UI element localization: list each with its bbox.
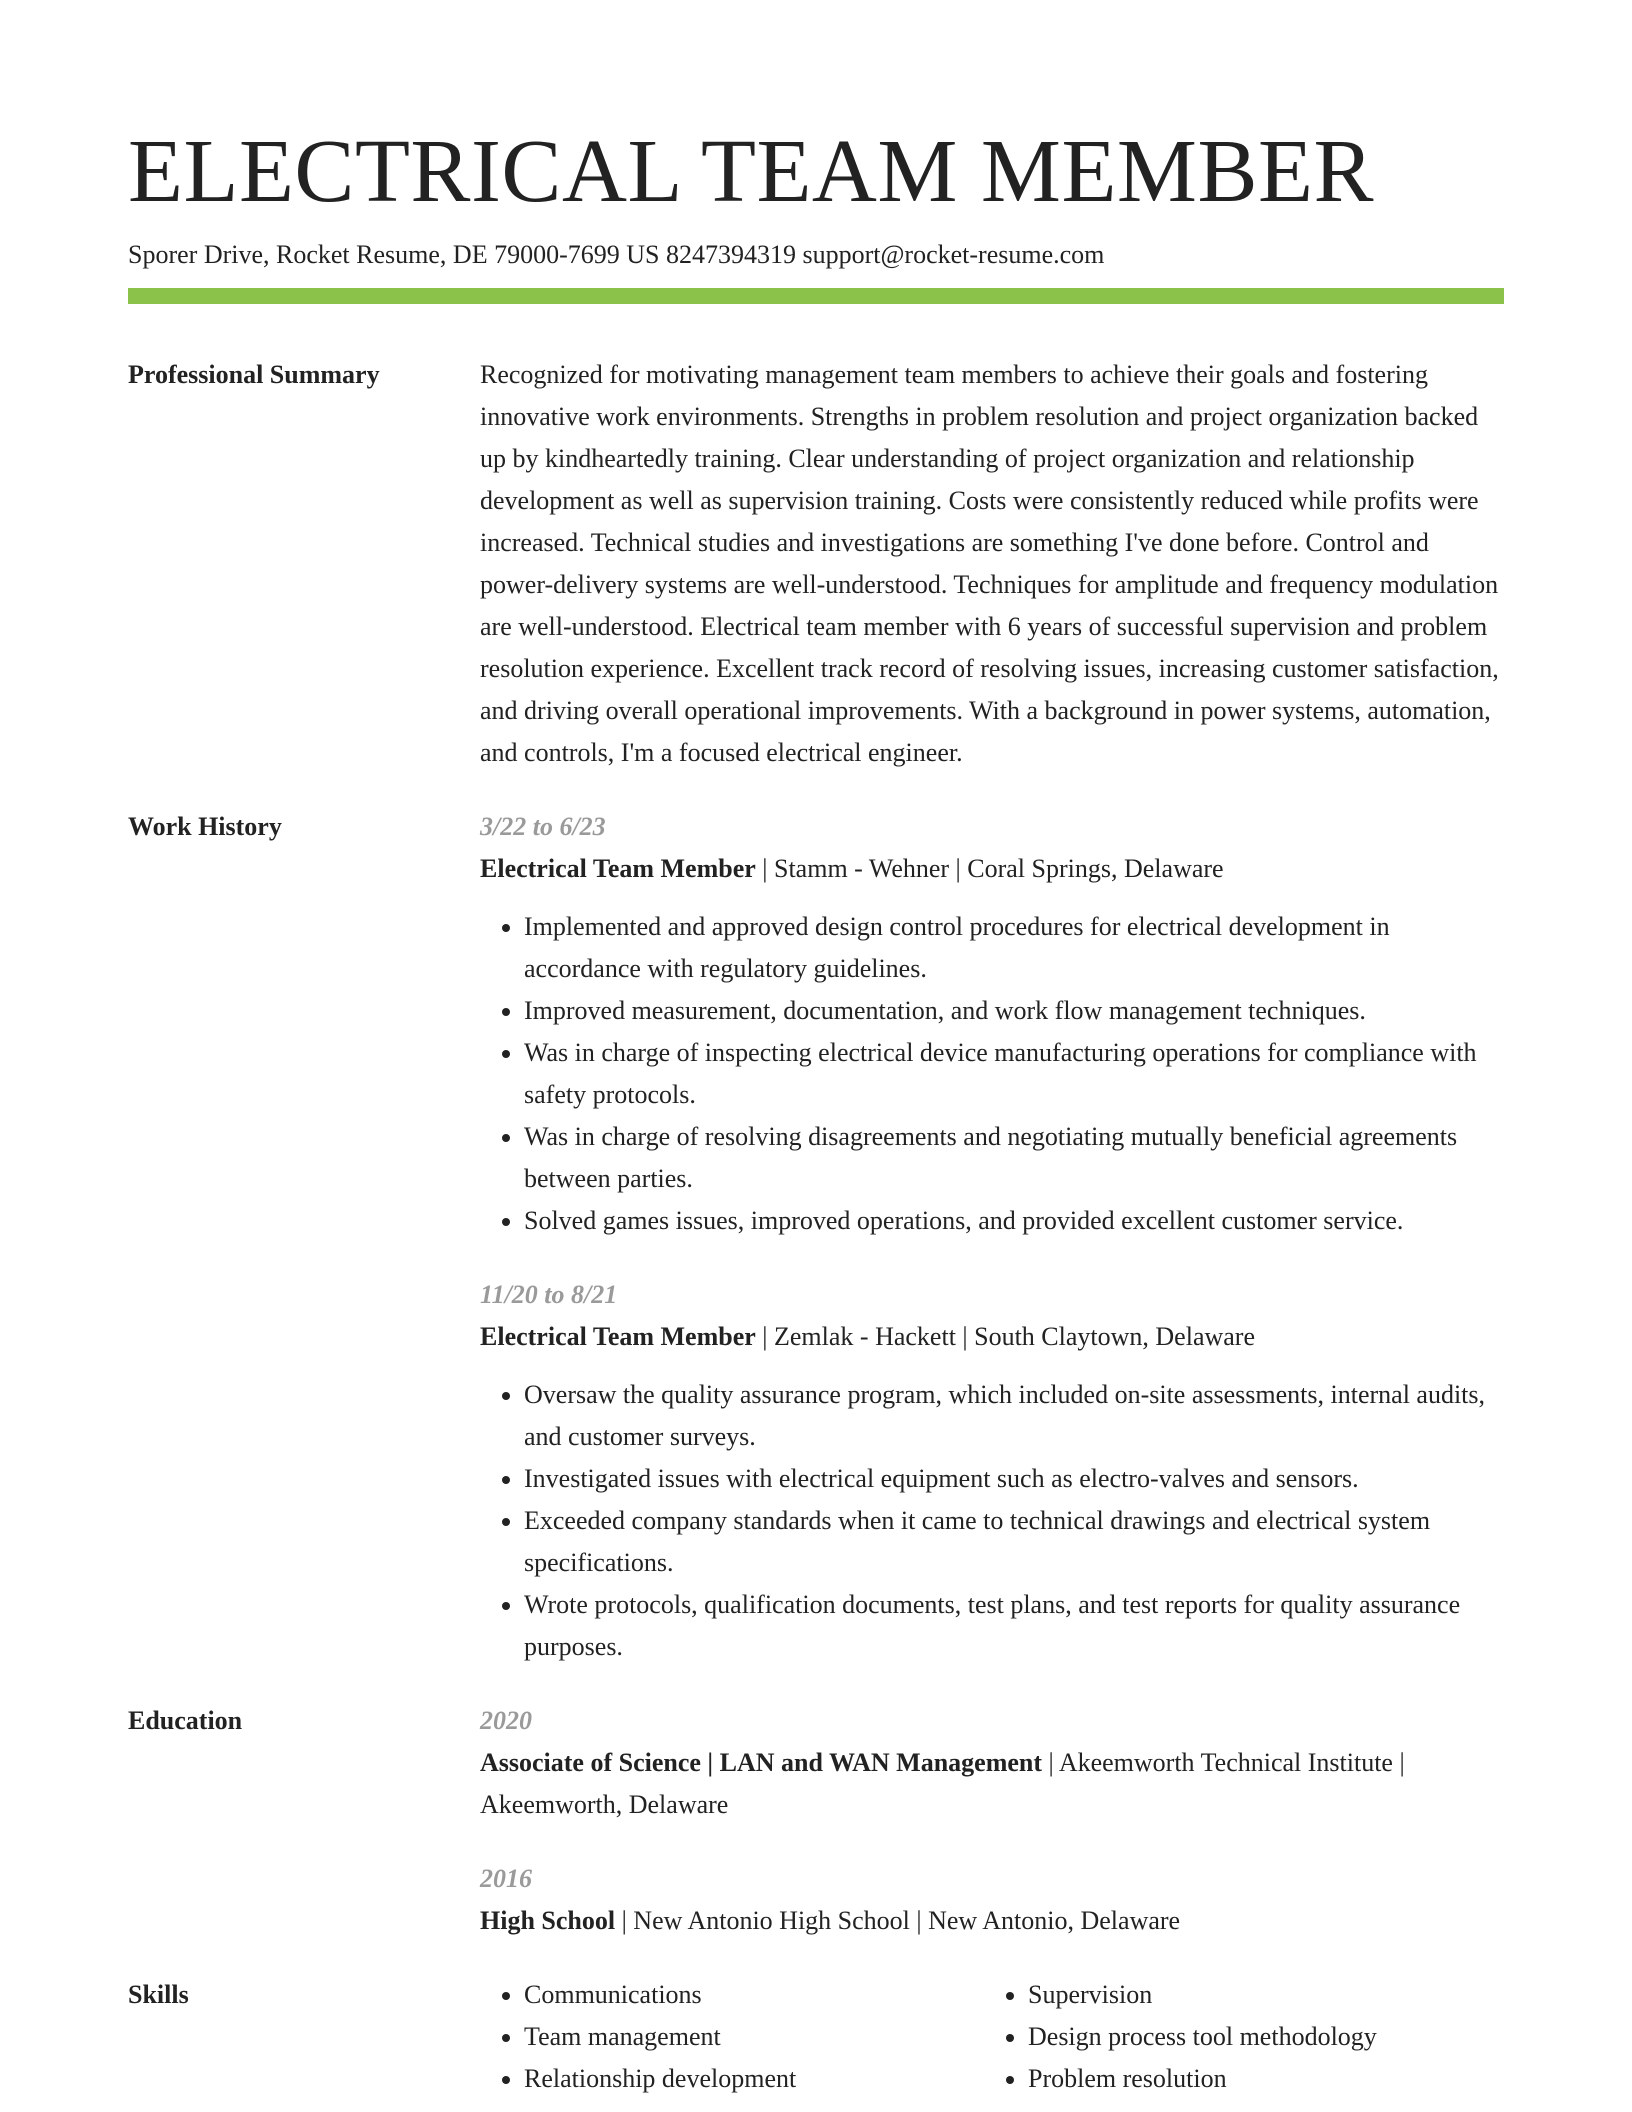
job-title: Electrical Team Member	[480, 1322, 756, 1351]
education-degree: High School	[480, 1906, 616, 1935]
skill-item: • Supervision	[1028, 1974, 1488, 2016]
summary-text: Recognized for motivating management team members to achieve their goals and fostering innovative work environments. Strengths in problem resolution and project organization backed up by kindheartedly training. Clear understanding of project organization and relationship development as well as supervision training. Costs were consistently reduced while profits were increased. Technical studies and investigations are something I've done before. Control and power-delivery systems are well-understood. Techniques for amplitude and frequency modulation are well-understood. Electrical team member with 6 years of successful supervision and problem resolution experience. Excellent track record of resolving issues, increasing customer satisfaction, and driving overall operational improvements. With a background in power systems, automation, and controls, I'm a focused electrical engineer.	[480, 360, 1499, 767]
skills-column-right	[984, 1974, 1488, 2100]
contact-line: Sporer Drive, Rocket Resume, DE 79000-7699 US 8247394319 support@rocket-resume.com	[128, 240, 1105, 269]
job-details: | Stamm - Wehner | Coral Springs, Delaware	[755, 854, 1224, 883]
job-title: Electrical Team Member	[480, 854, 756, 883]
skill-item: • Problem resolution	[1028, 2058, 1488, 2100]
header-divider	[128, 288, 1504, 304]
education-heading	[480, 1900, 1504, 1942]
education-year: 2020	[480, 1706, 532, 1735]
resume-title: ELECTRICAL TEAM MEMBER	[128, 122, 1374, 221]
job-heading	[480, 848, 1504, 890]
skill-item: • Relationship development	[524, 2058, 984, 2100]
education-entry	[480, 1858, 1504, 1942]
section-label-skills: Skills	[128, 1980, 189, 2009]
job-bullet: • Wrote protocols, qualification documents, test plans, and test reports for quality assurance purposes.	[524, 1584, 1504, 1668]
job-bullet: • Was in charge of resolving disagreements and negotiating mutually beneficial agreements between parties.	[524, 1116, 1504, 1200]
skills-section	[128, 1974, 1504, 2100]
section-label-summary: Professional Summary	[128, 360, 380, 389]
job-bullet: • Solved games issues, improved operations, and provided excellent customer service.	[524, 1200, 1504, 1242]
education-body	[480, 1700, 1504, 1942]
job-bullets	[480, 906, 1504, 1242]
job-bullet: • Investigated issues with electrical equipment such as electro-valves and sensors.	[524, 1458, 1504, 1500]
job-entry	[480, 1274, 1504, 1668]
skill-item: • Design process tool methodology	[1028, 2016, 1488, 2058]
job-heading	[480, 1316, 1504, 1358]
work-history-body	[480, 806, 1504, 1668]
education-heading	[480, 1742, 1504, 1826]
education-details: | Akeemworth Technical Institute | Akeemworth, Delaware	[480, 1748, 1405, 1819]
education-section	[128, 1700, 1504, 1942]
skills-column-left	[480, 1974, 984, 2100]
job-bullet: • Implemented and approved design control procedures for electrical development in accordance with regulatory guidelines.	[524, 906, 1504, 990]
job-dates: 11/20 to 8/21	[480, 1280, 618, 1309]
section-label-education: Education	[128, 1706, 243, 1735]
professional-summary-section	[128, 354, 1504, 774]
skills-body	[480, 1974, 1504, 2100]
education-details: | New Antonio High School | New Antonio, Delaware	[615, 1906, 1181, 1935]
job-bullet: • Was in charge of inspecting electrical device manufacturing operations for compliance with safety protocols.	[524, 1032, 1504, 1116]
work-history-section	[128, 806, 1504, 1668]
education-degree: Associate of Science | LAN and WAN Management	[480, 1748, 1043, 1777]
job-bullets	[480, 1374, 1504, 1668]
job-entry	[480, 806, 1504, 1242]
job-details: | Zemlak - Hackett | South Claytown, Delaware	[755, 1322, 1256, 1351]
job-bullet: • Improved measurement, documentation, and work flow management techniques.	[524, 990, 1504, 1032]
skill-item: • Communications	[524, 1974, 984, 2016]
resume-page	[128, 118, 1504, 2100]
job-dates: 3/22 to 6/23	[480, 812, 606, 841]
section-label-work: Work History	[128, 812, 282, 841]
job-bullet: • Oversaw the quality assurance program, which included on-site assessments, internal audits, and customer surveys.	[524, 1374, 1504, 1458]
education-year: 2016	[480, 1864, 532, 1893]
job-bullet: • Exceeded company standards when it came to technical drawings and electrical system specifications.	[524, 1500, 1504, 1584]
education-entry	[480, 1700, 1504, 1826]
skill-item: • Team management	[524, 2016, 984, 2058]
